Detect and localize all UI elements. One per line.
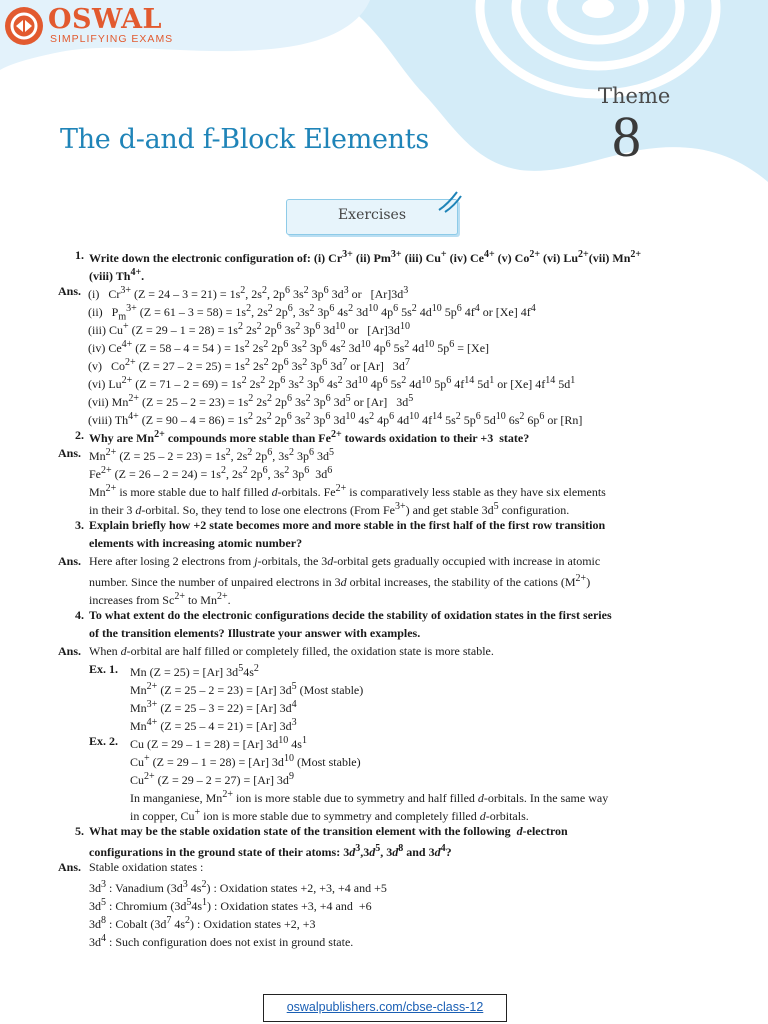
answer-line: [58, 318, 730, 336]
line-text: (v) $Co^{2+}$ $(Z = 27 - 2 = 25) = 1s^2$ $2s^2$ $2p^6$ $3s^2$ $3p^6$ $3d^7$ or [Ar] $3d^7$: [88, 357, 410, 373]
line-text: Stable oxidation states :: [89, 860, 204, 874]
question-line: [58, 426, 730, 444]
line-text: Why are $Mn^{2+}$ compounds more stable than $Fe^{2+}$ towards oxidation to their +3 state?: [89, 429, 530, 445]
line-text: in copper, Cu+ ion is more stable due to symmetry and completely filled d-orbitals.: [130, 807, 529, 823]
answer-line: [58, 876, 730, 894]
footer-link-box: [263, 994, 507, 1022]
answer-line: [58, 372, 730, 390]
question-line: [58, 624, 730, 642]
line-text: $Mn^{2+}$ is more stable due to half filled d-orbitals. $Fe^{2+}$ is comparatively less stable as they have six elements: [89, 483, 606, 499]
answer-line: [58, 750, 730, 768]
answer-line: [58, 660, 730, 678]
line-text: Here after losing 2 electrons from j-orbitals, the 3d-orbital gets gradually occupied with increase in atomic: [89, 554, 601, 568]
line-text: $3d^3$ : Vanadium ($3d^3$ $4s^2$) : Oxidation states +2, +3, +4 and +5: [89, 879, 387, 895]
question-line: [58, 822, 730, 840]
answer-line: [58, 498, 730, 516]
line-text: increases from $Sc^{2+}$ to $Mn^{2+}$.: [89, 591, 231, 607]
chapter-title: The d-and f-Block Elements: [60, 124, 429, 155]
answer-label: Ans.: [58, 554, 82, 568]
brand-name: OSWAL: [48, 4, 163, 35]
line-text: (iv) $Ce^{4+}$ (Z = 58 – 4 = 54 ) = $1s^2$ $2s^2$ $2p^6$ $3s^2$ $3p^6$ $4s^2$ $3d^{10}$ $4p^6$ $5s^2$ $4d^{10}$ $5p^6 = [Xe]$: [88, 339, 490, 355]
question-number: 1.: [75, 248, 84, 262]
brand-logo: [4, 4, 174, 48]
question-number: 3.: [75, 518, 84, 532]
answer-line: [58, 300, 730, 323]
theme-number: 8: [612, 104, 641, 169]
line-text: $Mn^{2+}$ (Z = 25 – 2 = 23) = [Ar] $3d^5$ (Most stable): [130, 681, 364, 697]
line-text: In manganiese, $Mn^{2+}$ ion is more stable due to symmetry and half filled d-orbitals. In the same way: [130, 789, 609, 805]
answer-line: [58, 354, 730, 372]
line-text: (vi) $Lu^{2+}$ $(Z = 71 - 2 = 69) = 1s^2$ $2s^2$ $2p^6$ $3s^2$ $3p^6$ $4s^2$ $3d^{10}$ $4p^6$ $5s^2$ $4d^{10}$ $5p^6$ $4f^{14}$ $5d^1$ or [Xe] $4f^{14}$ $5d^1$: [88, 375, 576, 391]
line-text: (vii) $Mn^{2+}$ $(Z = 25 - 2 = 23) = 1s^2$ $2s^2$ $2p^6$ $3s^2$ $3p^6$ $3d^5$ or [Ar] $3d^5$: [88, 393, 414, 409]
answer-label: Ans.: [58, 284, 82, 298]
example-label: Ex. 2.: [89, 734, 119, 748]
line-text: $Fe^{2+}$ $(Z = 26 - 2 = 24) = 1s^2$, $2s^2$ $2p^6$, $3s^2$ $3p^6$ $3d^6$: [89, 465, 333, 481]
line-text: $3d^4$ : Such configuration does not exist in ground state.: [89, 933, 354, 949]
line-text: When d-orbital are half filled or completely filled, the oxidation state is more stable.: [89, 644, 494, 658]
answer-line: [58, 282, 730, 300]
line-text: (iii) Cu+ $(Z = 29 - 1 = 28) = 1s^2$ $2s^2$ $2p^6$ $3s^2$ $3p^6$ $3d^{10}$ or $[Ar]3d^{10}$: [88, 321, 410, 337]
answer-line: [58, 462, 730, 480]
question-line: [58, 516, 730, 534]
line-text: Mn (Z = 25) = [Ar] $3d^54s^2$: [130, 663, 259, 679]
answer-line: [58, 714, 730, 732]
answer-line: [58, 390, 730, 408]
oswal-logo-icon: [4, 6, 44, 46]
answer-line: [58, 912, 730, 930]
answer-line: [58, 336, 730, 354]
line-text: $Cu^{2+}$ (Z = 29 – 2 = 27) = [Ar] $3d^9$: [130, 771, 294, 787]
line-text: (ii) $P_m^{3+}$ $(Z = 61 - 3 = 58) = 1s^2$, $2s^2$ $2p^6$, $3s^2$ $3p^6$ $4s^2$ $3d^{10}$ $4p^6$ $5s^2$ $4d^{10}$ $5p^6$ $4f^4$ or [Xe] $4f^4$: [88, 303, 536, 323]
answer-line: [58, 732, 730, 750]
answer-line: [58, 588, 730, 606]
line-text: To what extent do the electronic configurations decide the stability of oxidation states in the first series: [89, 608, 612, 622]
question-number: 2.: [75, 428, 84, 442]
answer-line: [58, 768, 730, 786]
question-line: [58, 840, 730, 858]
question-line: [58, 534, 730, 552]
line-text: $Mn^{4+}$ (Z = 25 – 4 = 21) = [Ar] $3d^3$: [130, 717, 297, 733]
line-text: configurations in the ground state of their atoms: $3d^3,3d^5$, $3d^8$ and $3d^4$?: [89, 843, 452, 859]
line-text: What may be the stable oxidation state of the transition element with the following d-electron: [89, 824, 568, 838]
answer-label: Ans.: [58, 644, 82, 658]
question-line: [58, 264, 730, 282]
line-text: Write down the electronic configuration of: (i) $Cr^{3+}$ (ii) $Pm^{3+}$ (iii) Cu+ (iv) $Ce^{4+}$ (v) $Co^{2+}$ (vi) $Lu^{2+}(vii)$ $Mn^{2+}$: [89, 249, 642, 265]
line-text: (i) $Cr^{3+}$ $(Z = 24 - 3 = 21) = 1s^2$, $2s^2$, $2p^6$ $3s^2$ $3p^6$ $3d^3$ or $[Ar]3d^3$: [88, 285, 409, 301]
answer-line: [58, 804, 730, 822]
swoosh-decoration-icon: [435, 190, 465, 214]
answer-label: Ans.: [58, 446, 82, 460]
line-text: $3d^8$ : Cobalt ($3d^7$ $4s^2$) : Oxidation states +2, +3: [89, 915, 316, 931]
answer-line: [58, 894, 730, 912]
answer-line: [58, 444, 730, 462]
question-number: 4.: [75, 608, 84, 622]
line-text: $Mn^{2+}$ $(Z = 25 - 2 = 23) = 1s^2$, $2s^2$ $2p^6$, $3s^2$ $3p^6$ $3d^5$: [89, 447, 334, 463]
example-label: Ex. 1.: [89, 662, 119, 676]
question-line: [58, 606, 730, 624]
line-text: (viii) $Th^{4+}$ $(Z = 90 - 4 = 86) = 1s^2$ $2s^2$ $2p^6$ $3s^2$ $3p^6$ $3d^{10}$ $4s^2$ $4p^6$ $4d^{10}$ $4f^{14}$ $5s^2$ $5p^6$ $5d^{10}$ $6s^2$ $6p^6$ or [Rn]: [88, 411, 583, 427]
line-text: Cu (Z = 29 – 1 = 28) = [Ar] $3d^{10}$ $4s^1$: [130, 735, 307, 751]
line-text: Cu+ (Z = 29 – 1 = 28) = [Ar] $3d^{10}$ (Most stable): [130, 753, 361, 769]
question-line: [58, 246, 730, 264]
line-text: elements with increasing atomic number?: [89, 536, 303, 550]
answer-line: [58, 930, 730, 948]
line-text: $Mn^{3+}$ (Z = 25 – 3 = 22) = [Ar] $3d^4$: [130, 699, 297, 715]
exercise-content: [58, 246, 730, 948]
theme-label: Theme: [598, 84, 671, 108]
line-text: number. Since the number of unpaired electrons in 3d orbital increases, the stability of the cations $(M^{2+})$: [89, 573, 591, 589]
answer-line: [58, 678, 730, 696]
exercises-label: Exercises: [337, 207, 407, 223]
answer-line: [58, 696, 730, 714]
answer-line: [58, 642, 730, 660]
answer-line: [58, 570, 730, 588]
answer-line: [58, 552, 730, 570]
question-number: 5.: [75, 824, 84, 838]
brand-tagline: SIMPLIFYING EXAMS: [50, 33, 174, 45]
line-text: of the transition elements? Illustrate your answer with examples.: [89, 626, 421, 640]
line-text: (viii) $Th^{4+}$.: [89, 267, 145, 283]
line-text: in their 3 d-orbital. So, they tend to lose one electrons (From $Fe^{3+}$) and get stable $3d^5$ configuration.: [89, 501, 570, 517]
answer-line: [58, 408, 730, 426]
line-text: Explain briefly how +2 state becomes more and more stable in the first half of the first row transition: [89, 518, 606, 532]
answer-line: [58, 480, 730, 498]
footer-link[interactable]: oswalpublishers.com/cbse-class-12: [286, 1000, 484, 1014]
answer-line: [58, 786, 730, 804]
exercises-section-header: [286, 199, 458, 235]
answer-line: [58, 858, 730, 876]
line-text: $3d^5$ : Chromium $(3d^54s^1)$ : Oxidation states +3, +4 and +6: [89, 897, 372, 913]
answer-label: Ans.: [58, 860, 82, 874]
